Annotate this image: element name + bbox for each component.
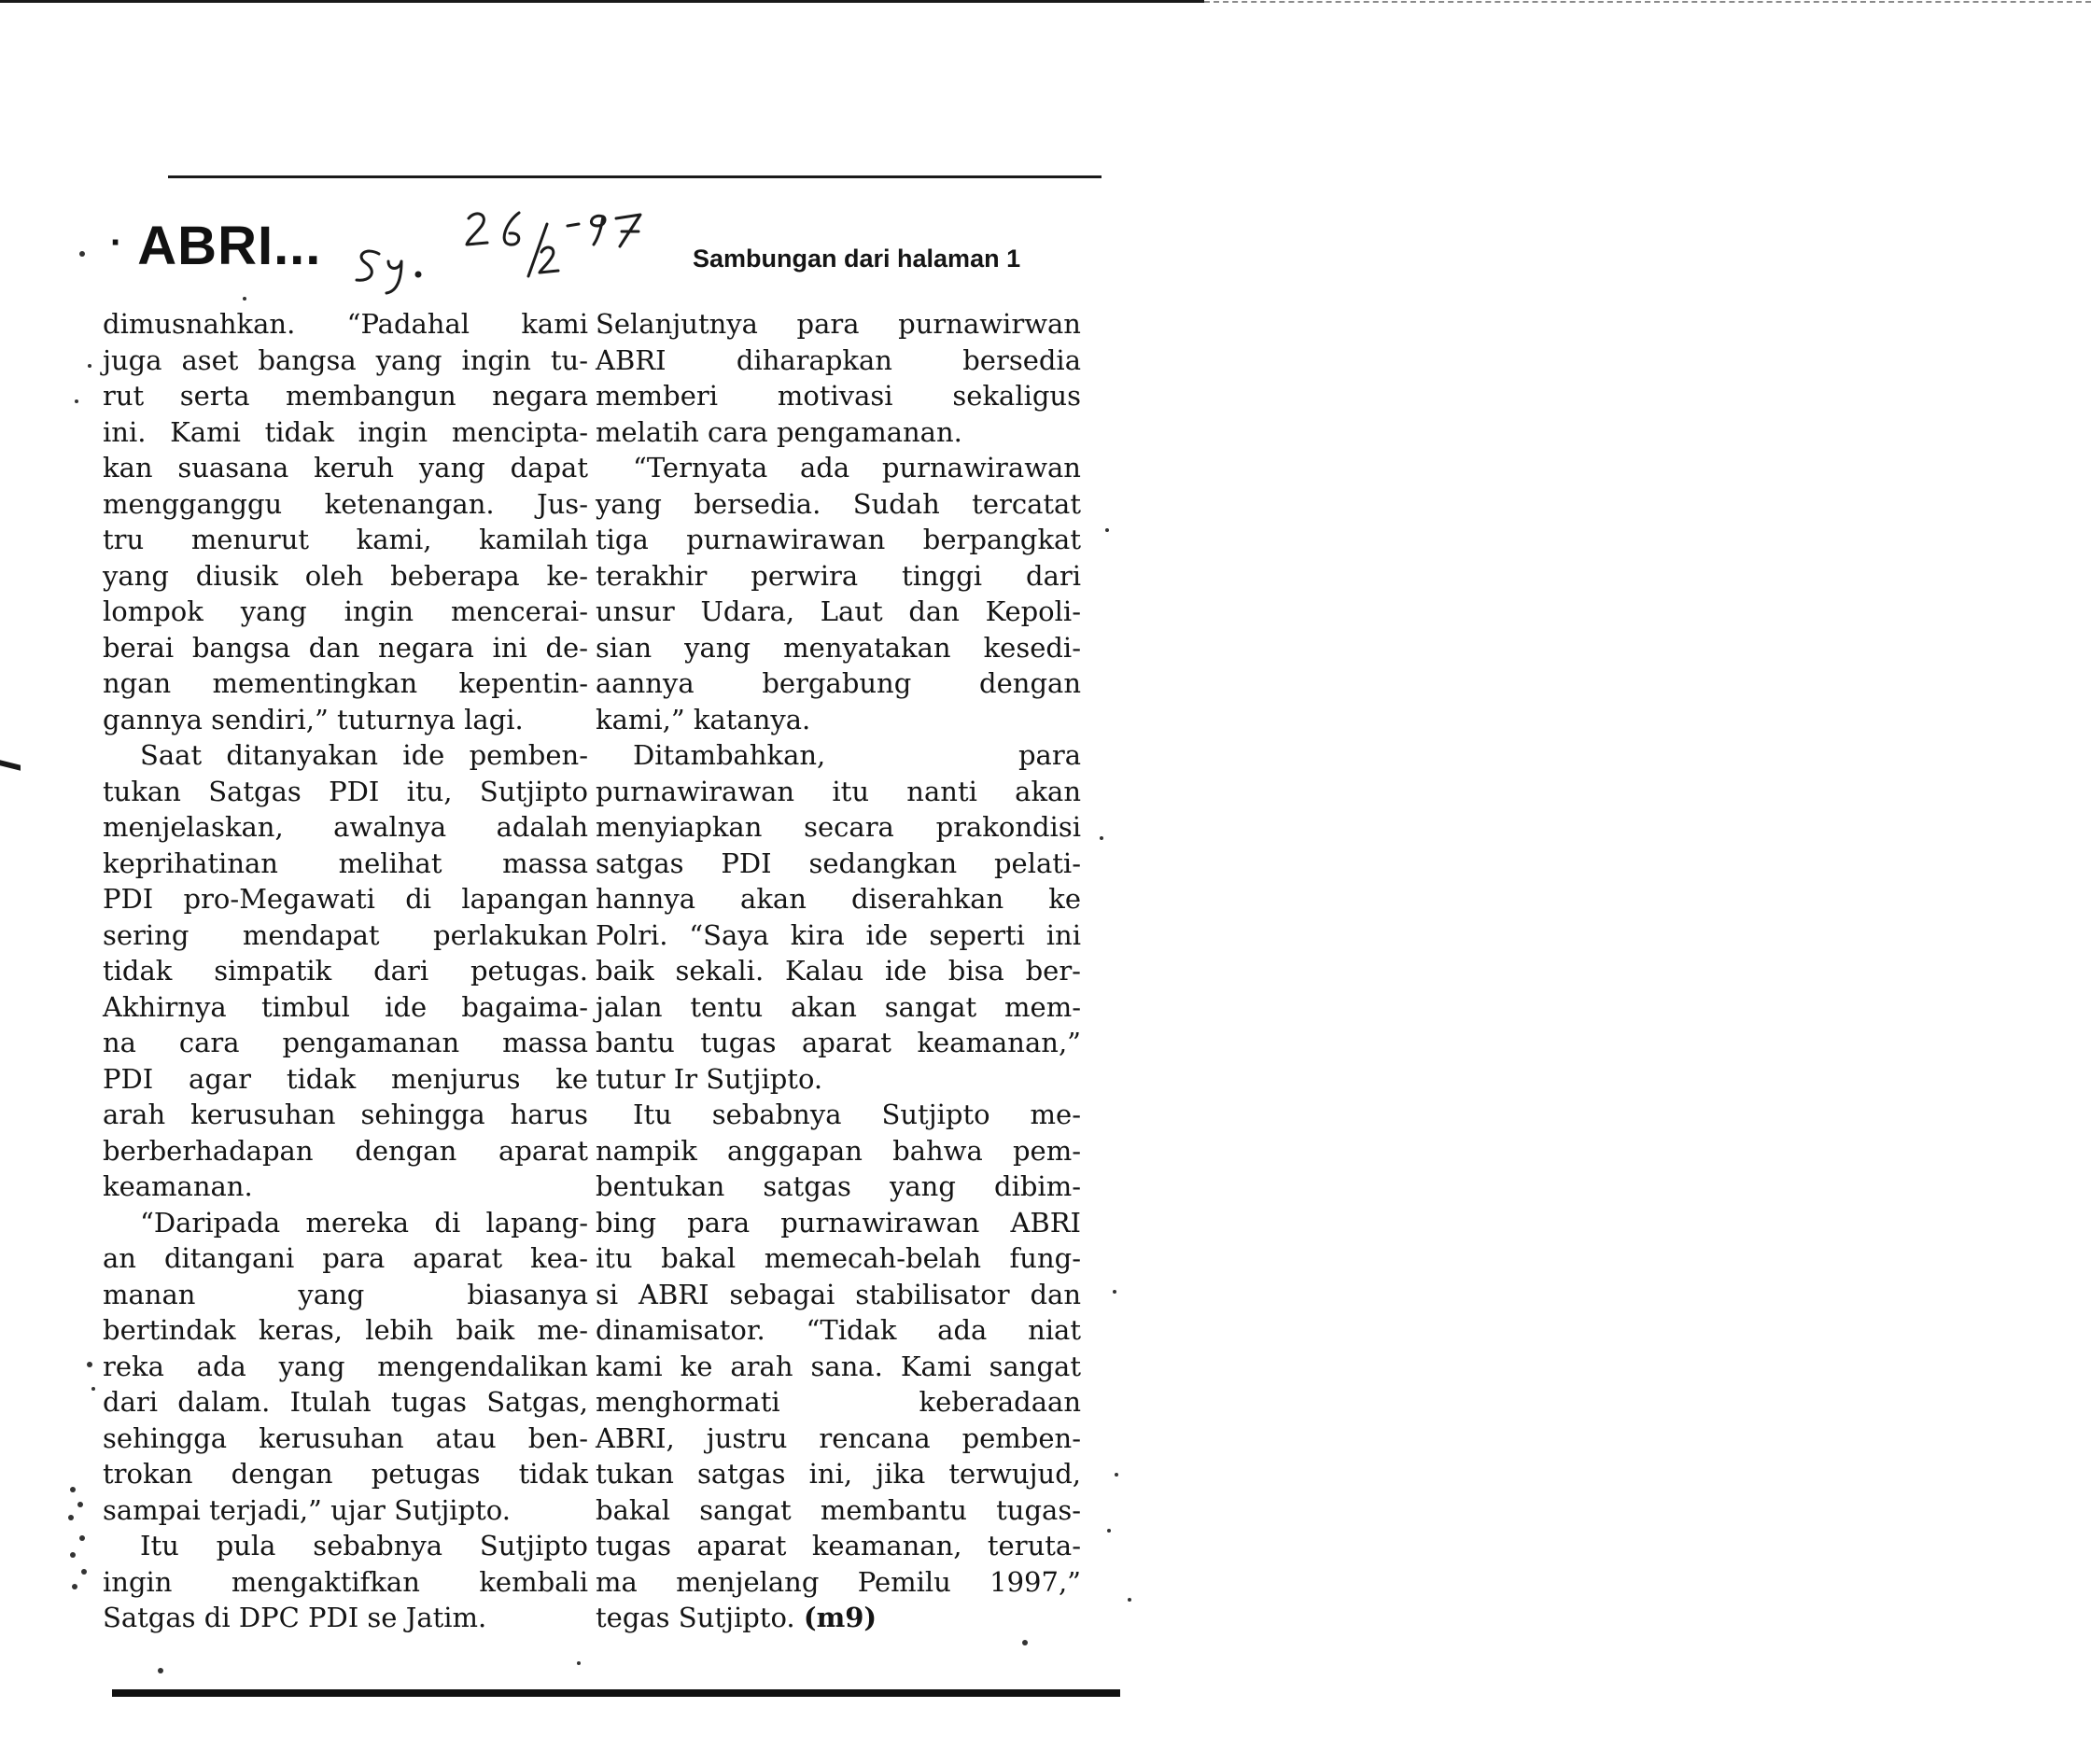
- text-line: an ditangani para aparat kea-: [103, 1242, 588, 1274]
- text-line: sampai terjadi,” ujar Sutjipto.: [103, 1493, 511, 1526]
- text-line: PDI pro-Megawati di lapangan: [103, 883, 588, 915]
- text-line: bertindak keras, lebih baik me-: [103, 1314, 588, 1346]
- text-line: jalan tentu akan sangat mem-: [596, 990, 1081, 1023]
- text-line: hannya akan diserahkan ke: [596, 883, 1081, 915]
- text-line: dinamisator. “Tidak ada niat: [596, 1314, 1081, 1346]
- text-line: bing para purnawirawan ABRI: [596, 1206, 1081, 1239]
- text-line: trokan dengan petugas tidak: [103, 1458, 588, 1490]
- text-line: tidak simpatik dari petugas.: [103, 955, 588, 987]
- text-line: tukan satgas ini, jika terwujud,: [596, 1458, 1081, 1490]
- text-line: rut serta membangun negara: [103, 380, 588, 412]
- text-line: “Ternyata ada purnawirawan: [633, 452, 1081, 483]
- text-line: baik sekali. Kalau ide bisa ber-: [596, 955, 1081, 987]
- text-line: ABRI, justru rencana pemben-: [596, 1421, 1081, 1454]
- text-line: si ABRI sebagai stabilisator dan: [596, 1278, 1081, 1310]
- text-line: manan yang biasanya: [103, 1278, 588, 1310]
- text-line: kami,” katanya.: [596, 703, 811, 735]
- text-line: “Daripada mereka di lapang-: [140, 1206, 588, 1239]
- text-line: na cara pengamanan massa: [103, 1027, 588, 1058]
- text-line: dimusnahkan. “Padahal kami: [103, 308, 588, 340]
- text-line: tukan Satgas PDI itu, Sutjipto: [103, 775, 588, 807]
- text-line: dari dalam. Itulah tugas Satgas,: [103, 1386, 588, 1418]
- text-line: Akhirnya timbul ide bagaima-: [103, 990, 588, 1023]
- text-line-final: [596, 1600, 1081, 1636]
- text-line: Polri. “Saya kira ide seperti ini: [596, 918, 1081, 951]
- handwritten-date-note: [345, 205, 681, 299]
- text-line: kan suasana keruh yang dapat: [103, 452, 588, 483]
- text-line: Saat ditanyakan ide pemben-: [140, 739, 588, 771]
- text-line: arah kerusuhan sehingga harus: [103, 1099, 588, 1130]
- text-line: yang diusik oleh beberapa ke-: [103, 559, 588, 592]
- header-rule: [168, 175, 1102, 178]
- scan-edge-top: [0, 0, 1204, 3]
- handwritten-note-text: Sy. 26/2-97: [345, 205, 351, 206]
- text-line: ngan mementingkan kepentin-: [103, 667, 588, 699]
- text-line: berai bangsa dan negara ini de-: [103, 631, 588, 664]
- text-line: reka ada yang mengendalikan: [103, 1350, 588, 1382]
- text-line: sering mendapat perlakukan: [103, 918, 588, 951]
- text-line: bantu tugas aparat keamanan,”: [596, 1027, 1081, 1058]
- text-line: tru menurut kami, kamilah: [103, 524, 588, 555]
- text-line: tutur Ir Sutjipto.: [596, 1062, 823, 1095]
- text-line: Selanjutnya para purnawirwan: [596, 308, 1081, 340]
- kicker-text: ABRI...: [137, 216, 322, 276]
- text-line: itu bakal memecah-belah fung-: [596, 1242, 1081, 1274]
- continuation-subtitle: Sambungan dari halaman 1: [693, 245, 1021, 273]
- text-line: menyiapkan secara prakondisi: [596, 811, 1081, 843]
- text-line: tugas aparat keamanan, teruta-: [596, 1530, 1081, 1561]
- text-line: yang bersedia. Sudah tercatat: [596, 487, 1081, 520]
- text-line: gannya sendiri,” tuturnya lagi.: [103, 703, 524, 735]
- text-line: tiga purnawirawan berpangkat: [596, 524, 1081, 555]
- text-line: melatih cara pengamanan.: [596, 415, 962, 448]
- text-line: Satgas di DPC PDI se Jatim.: [103, 1602, 487, 1633]
- text-line: aannya bergabung dengan: [596, 667, 1081, 699]
- text-line: Itu sebabnya Sutjipto me-: [633, 1099, 1081, 1130]
- text-line: Itu pula sebabnya Sutjipto: [140, 1530, 588, 1561]
- text-line: memberi motivasi sekaligus: [596, 380, 1081, 412]
- text-line: juga aset bangsa yang ingin tu-: [103, 343, 588, 376]
- text-line: bentukan satgas yang dibim-: [596, 1170, 1081, 1202]
- author-byline: (m9): [803, 1602, 877, 1633]
- scan-edge-top-dashed: [1204, 1, 2091, 3]
- article-kicker: · ABRI...: [110, 216, 322, 276]
- text-line: unsur Udara, Laut dan Kepoli-: [596, 595, 1081, 627]
- text-line: sehingga kerusuhan atau ben-: [103, 1421, 588, 1454]
- article-column-left: [103, 306, 588, 1636]
- text-line: nampik anggapan bahwa pem-: [596, 1134, 1081, 1167]
- text-line: sian yang menyatakan kesedi-: [596, 631, 1081, 664]
- text-line: mengganggu ketenangan. Jus-: [103, 487, 588, 520]
- footer-rule: [112, 1689, 1120, 1697]
- text-line: keprihatinan melihat massa: [103, 847, 588, 879]
- text-line: bakal sangat membantu tugas-: [596, 1493, 1081, 1526]
- text-line: terakhir perwira tinggi dari: [596, 559, 1081, 592]
- text-line: keamanan.: [103, 1170, 253, 1202]
- closing-text: tegas Sutjipto.: [596, 1602, 795, 1633]
- text-line: lompok yang ingin mencerai-: [103, 595, 588, 627]
- text-line: menjelaskan, awalnya adalah: [103, 811, 588, 843]
- text-line: PDI agar tidak menjurus ke: [103, 1062, 588, 1095]
- text-line: Ditambahkan, para: [633, 739, 1081, 771]
- text-line: purnawirawan itu nanti akan: [596, 775, 1081, 807]
- article-column-right: [596, 306, 1081, 1636]
- text-line: ini. Kami tidak ingin mencipta-: [103, 415, 588, 448]
- text-line: kami ke arah sana. Kami sangat: [596, 1350, 1081, 1382]
- scan-edge-left-mark: [0, 760, 21, 770]
- text-line: menghormati keberadaan: [596, 1386, 1081, 1418]
- text-line: berberhadapan dengan aparat: [103, 1134, 588, 1167]
- text-line: ma menjelang Pemilu 1997,”: [596, 1565, 1081, 1598]
- text-line: ABRI diharapkan bersedia: [596, 343, 1081, 376]
- text-line: satgas PDI sedangkan pelati-: [596, 847, 1081, 879]
- text-line: ingin mengaktifkan kembali: [103, 1565, 588, 1598]
